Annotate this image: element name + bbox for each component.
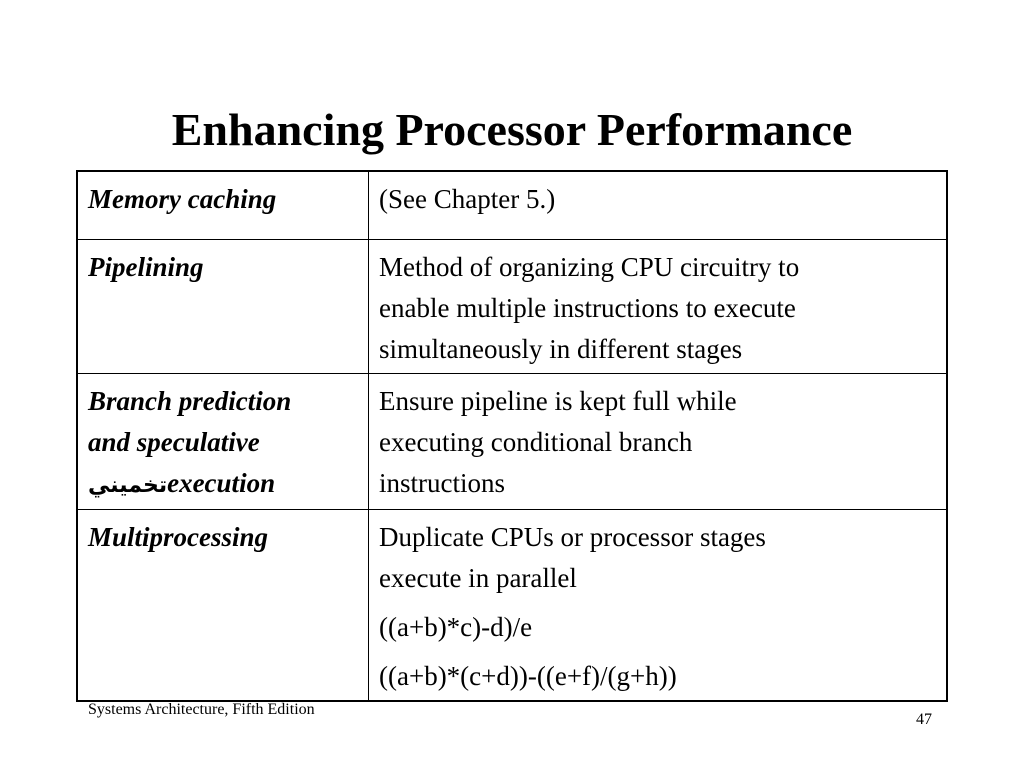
- term-cell: [77, 374, 369, 510]
- spacer: [379, 648, 936, 656]
- footer-source: Systems Architecture, Fifth Edition: [88, 701, 315, 718]
- table-row-memory-caching: [77, 171, 947, 240]
- slide-title: Enhancing Processor Performance: [171, 104, 853, 155]
- table-row-pipelining: [77, 240, 947, 374]
- arabic-annotation: تخميني: [88, 473, 168, 498]
- term-cell: Multiprocessing: [77, 510, 369, 702]
- description-line: Method of organizing CPU circuitry to: [379, 252, 800, 282]
- description-line: executing conditional branch: [379, 427, 693, 457]
- term-cell: Memory caching: [77, 171, 369, 240]
- term-cell: Pipelining: [77, 240, 369, 374]
- term-line: Branch prediction: [88, 386, 292, 416]
- table-row-multiprocessing: [77, 510, 947, 702]
- description-cell: [369, 374, 948, 510]
- term-line: and speculative: [88, 427, 260, 457]
- content-table: [76, 170, 948, 702]
- description-line: execute in parallel: [379, 563, 577, 593]
- description-cell: [369, 240, 948, 374]
- description-line: instructions: [379, 468, 505, 498]
- spacer: [379, 599, 936, 607]
- expression-example: ((a+b)*c)-d)/e: [379, 612, 533, 642]
- description-line: (See Chapter 5.): [379, 184, 556, 214]
- term-word-execution: execution: [167, 468, 276, 498]
- page-number: 47: [916, 711, 932, 728]
- term-line-execution: [88, 463, 358, 506]
- description-line: Ensure pipeline is kept full while: [379, 386, 737, 416]
- description-line: Duplicate CPUs or processor stages: [379, 522, 766, 552]
- expression-example: ((a+b)*(c+d))-((e+f)/(g+h)): [379, 661, 677, 691]
- description-cell: [369, 171, 948, 240]
- description-cell: [369, 510, 948, 702]
- description-line: simultaneously in different stages: [379, 334, 743, 364]
- description-line: enable multiple instructions to execute: [379, 293, 796, 323]
- table-row-branch-prediction: [77, 374, 947, 510]
